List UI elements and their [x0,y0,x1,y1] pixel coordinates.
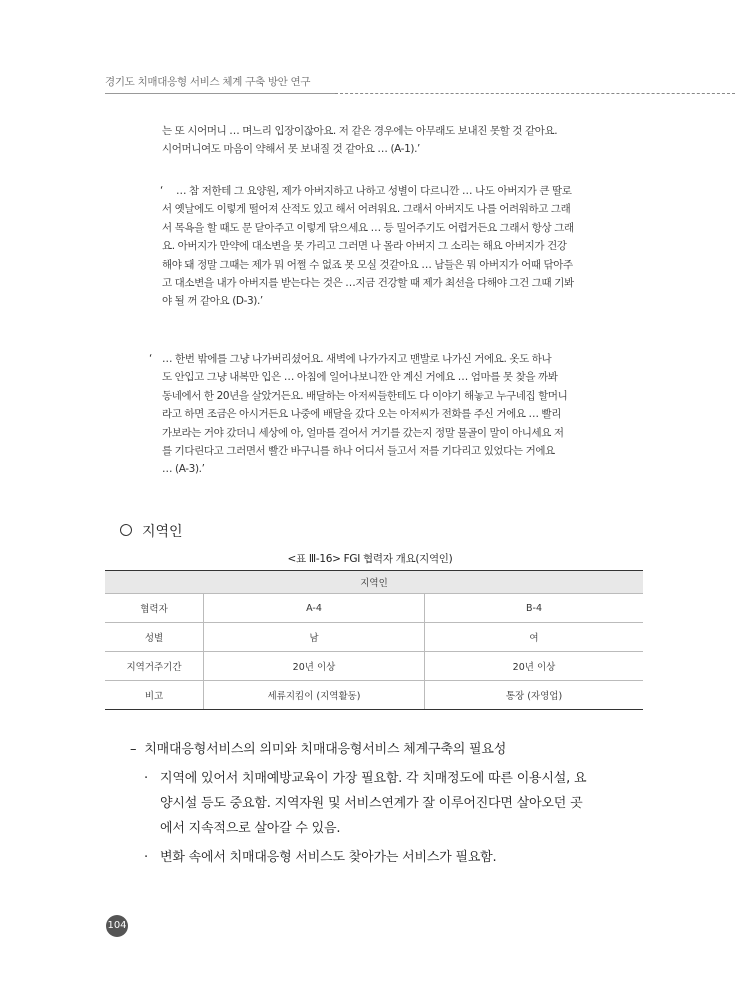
quote-line: 를 기다린다고 그러면서 빨간 바구니를 하나 어디서 들고서 저를 기다리고 있었다는 거에요 [162,445,555,458]
quote-block-1 [162,122,637,159]
quote-line: 해야 돼 정말 그때는 제가 뭐 어쩔 수 없죠 못 모실 것같아요 … 남들은 뭐 아버지가 어때 닦아주 [162,258,573,271]
table-cell: 성별 [105,623,204,652]
quote-line: 서 옛날에도 이렇게 떨어져 산적도 있고 해서 어려워요. 그래서 아버지도 나를 어려워하고 그래 [162,203,571,216]
dot-marker: · [144,850,148,865]
quote-line: 라고 하면 조금은 아시거든요 나중에 배달을 갔다 오는 아저씨가 전화를 주신 거에요 … 빨리 [162,408,562,421]
quote-mark: ‘ [160,185,163,197]
bullet-line: 양시설 등도 중요함. 지역자원 및 서비스연계가 잘 이루어진다면 살아오던 곳 [160,796,583,811]
bullet-line: 지역에 있어서 치매예방교육이 가장 필요함. 각 치매정도에 따른 이용시설, 요 [160,771,587,786]
table-cell: 통장 (자영업) [425,681,644,710]
table-caption: <표 Ⅲ-16> FGI 협력자 개요(지역인) [287,553,453,565]
table-cell: 20년 이상 [204,652,425,681]
bullet-line: 에서 지속적으로 살아갈 수 있음. [160,821,341,836]
quote-block-3 [149,350,640,479]
quote-line: … 한번 밖에를 그냥 나가버리셨어요. 새벽에 나가가지고 맨발로 나가신 거에요. 옷도 하나 [162,353,552,365]
table-cell: B-4 [425,594,644,623]
quote-line: 가보라는 거야 갔더니 세상에 아, 얼마를 걸어서 거기를 갔는지 정말 물골이 말이 아니세요 저 [162,426,564,439]
quote-line: 도 안입고 그냥 내복만 입은 … 아침에 일어나보니깐 안 계신 거에요 … 엄마를 못 찾을 까봐 [162,371,558,384]
running-header: 경기도 치매대응형 서비스 체계 구축 방안 연구 [105,76,311,88]
summary-bullets [130,737,650,870]
table-cell: 세류지킴이 (지역활동) [204,681,425,710]
quote-block-2 [162,182,640,311]
table-row [105,681,643,710]
quote-mark: ‘ [149,353,152,365]
circle-bullet-icon [120,524,132,536]
quote-line: 시어머니여도 마음이 약해서 못 보내질 것 같아요 … (A-1).’ [162,143,420,156]
table-cell: 여 [425,623,644,652]
header-rule [105,93,335,94]
bullet-item [130,766,650,841]
bullet-heading-text: 치매대응형서비스의 의미와 치매대응형서비스 체계구축의 필요성 [144,742,507,757]
dash-marker: – [130,742,137,757]
table-row [105,652,643,681]
quote-line: 고 대소변을 내가 아버지를 받는다는 것은 …지금 건강할 때 제가 최선을 다해야 그건 그때 기봐 [162,277,574,290]
table-cell: 비고 [105,681,204,710]
bullet-line: 변화 속에서 치매대응형 서비스도 찾아가는 서비스가 필요함. [160,850,497,865]
table-row [105,594,643,623]
section-heading [120,521,183,541]
table-group-header-row [105,571,643,594]
fgi-participants-table [105,570,643,710]
table-row [105,623,643,652]
dot-marker: · [144,771,148,786]
table-cell: 지역거주기간 [105,652,204,681]
section-title: 지역인 [142,524,183,540]
quote-line: 서 목욕을 할 때도 문 닫아주고 이렇게 닦으세요 … 등 밀어주기도 어렵거든요 그래서 항상 그래 [162,221,574,234]
table-group-header: 지역인 [105,571,643,594]
quote-line: 는 또 시어머니 … 며느리 입장이잖아요. 저 같은 경우에는 아무래도 보내진 못할 것 같아요. [162,125,558,137]
table-cell: 20년 이상 [425,652,644,681]
quote-line: 동네에서 한 20년을 살았거든요. 배달하는 아저씨들한테도 다 이야기 해놓고 누구네집 할머니 [162,389,568,402]
bullet-heading [130,737,650,762]
header-dashed-rule [335,93,735,94]
quote-line: … 참 저한테 그 요양원, 제가 아버지하고 나하고 성별이 다르니깐 … 나도 아버지가 큰 딸로 [176,185,572,197]
page-number: 104 [106,915,128,937]
table-cell: 남 [204,623,425,652]
quote-line: 요. 아버지가 만약에 대소변을 못 가리고 그러면 나 몰라 아버지 그 소리는 해요 아버지가 건강 [162,240,567,253]
quote-line: … (A-3).’ [162,463,205,476]
bullet-item [130,845,650,870]
table-cell: A-4 [204,594,425,623]
quote-line: 야 될 꺼 같아요 (D-3).’ [162,295,263,308]
table-cell: 협력자 [105,594,204,623]
